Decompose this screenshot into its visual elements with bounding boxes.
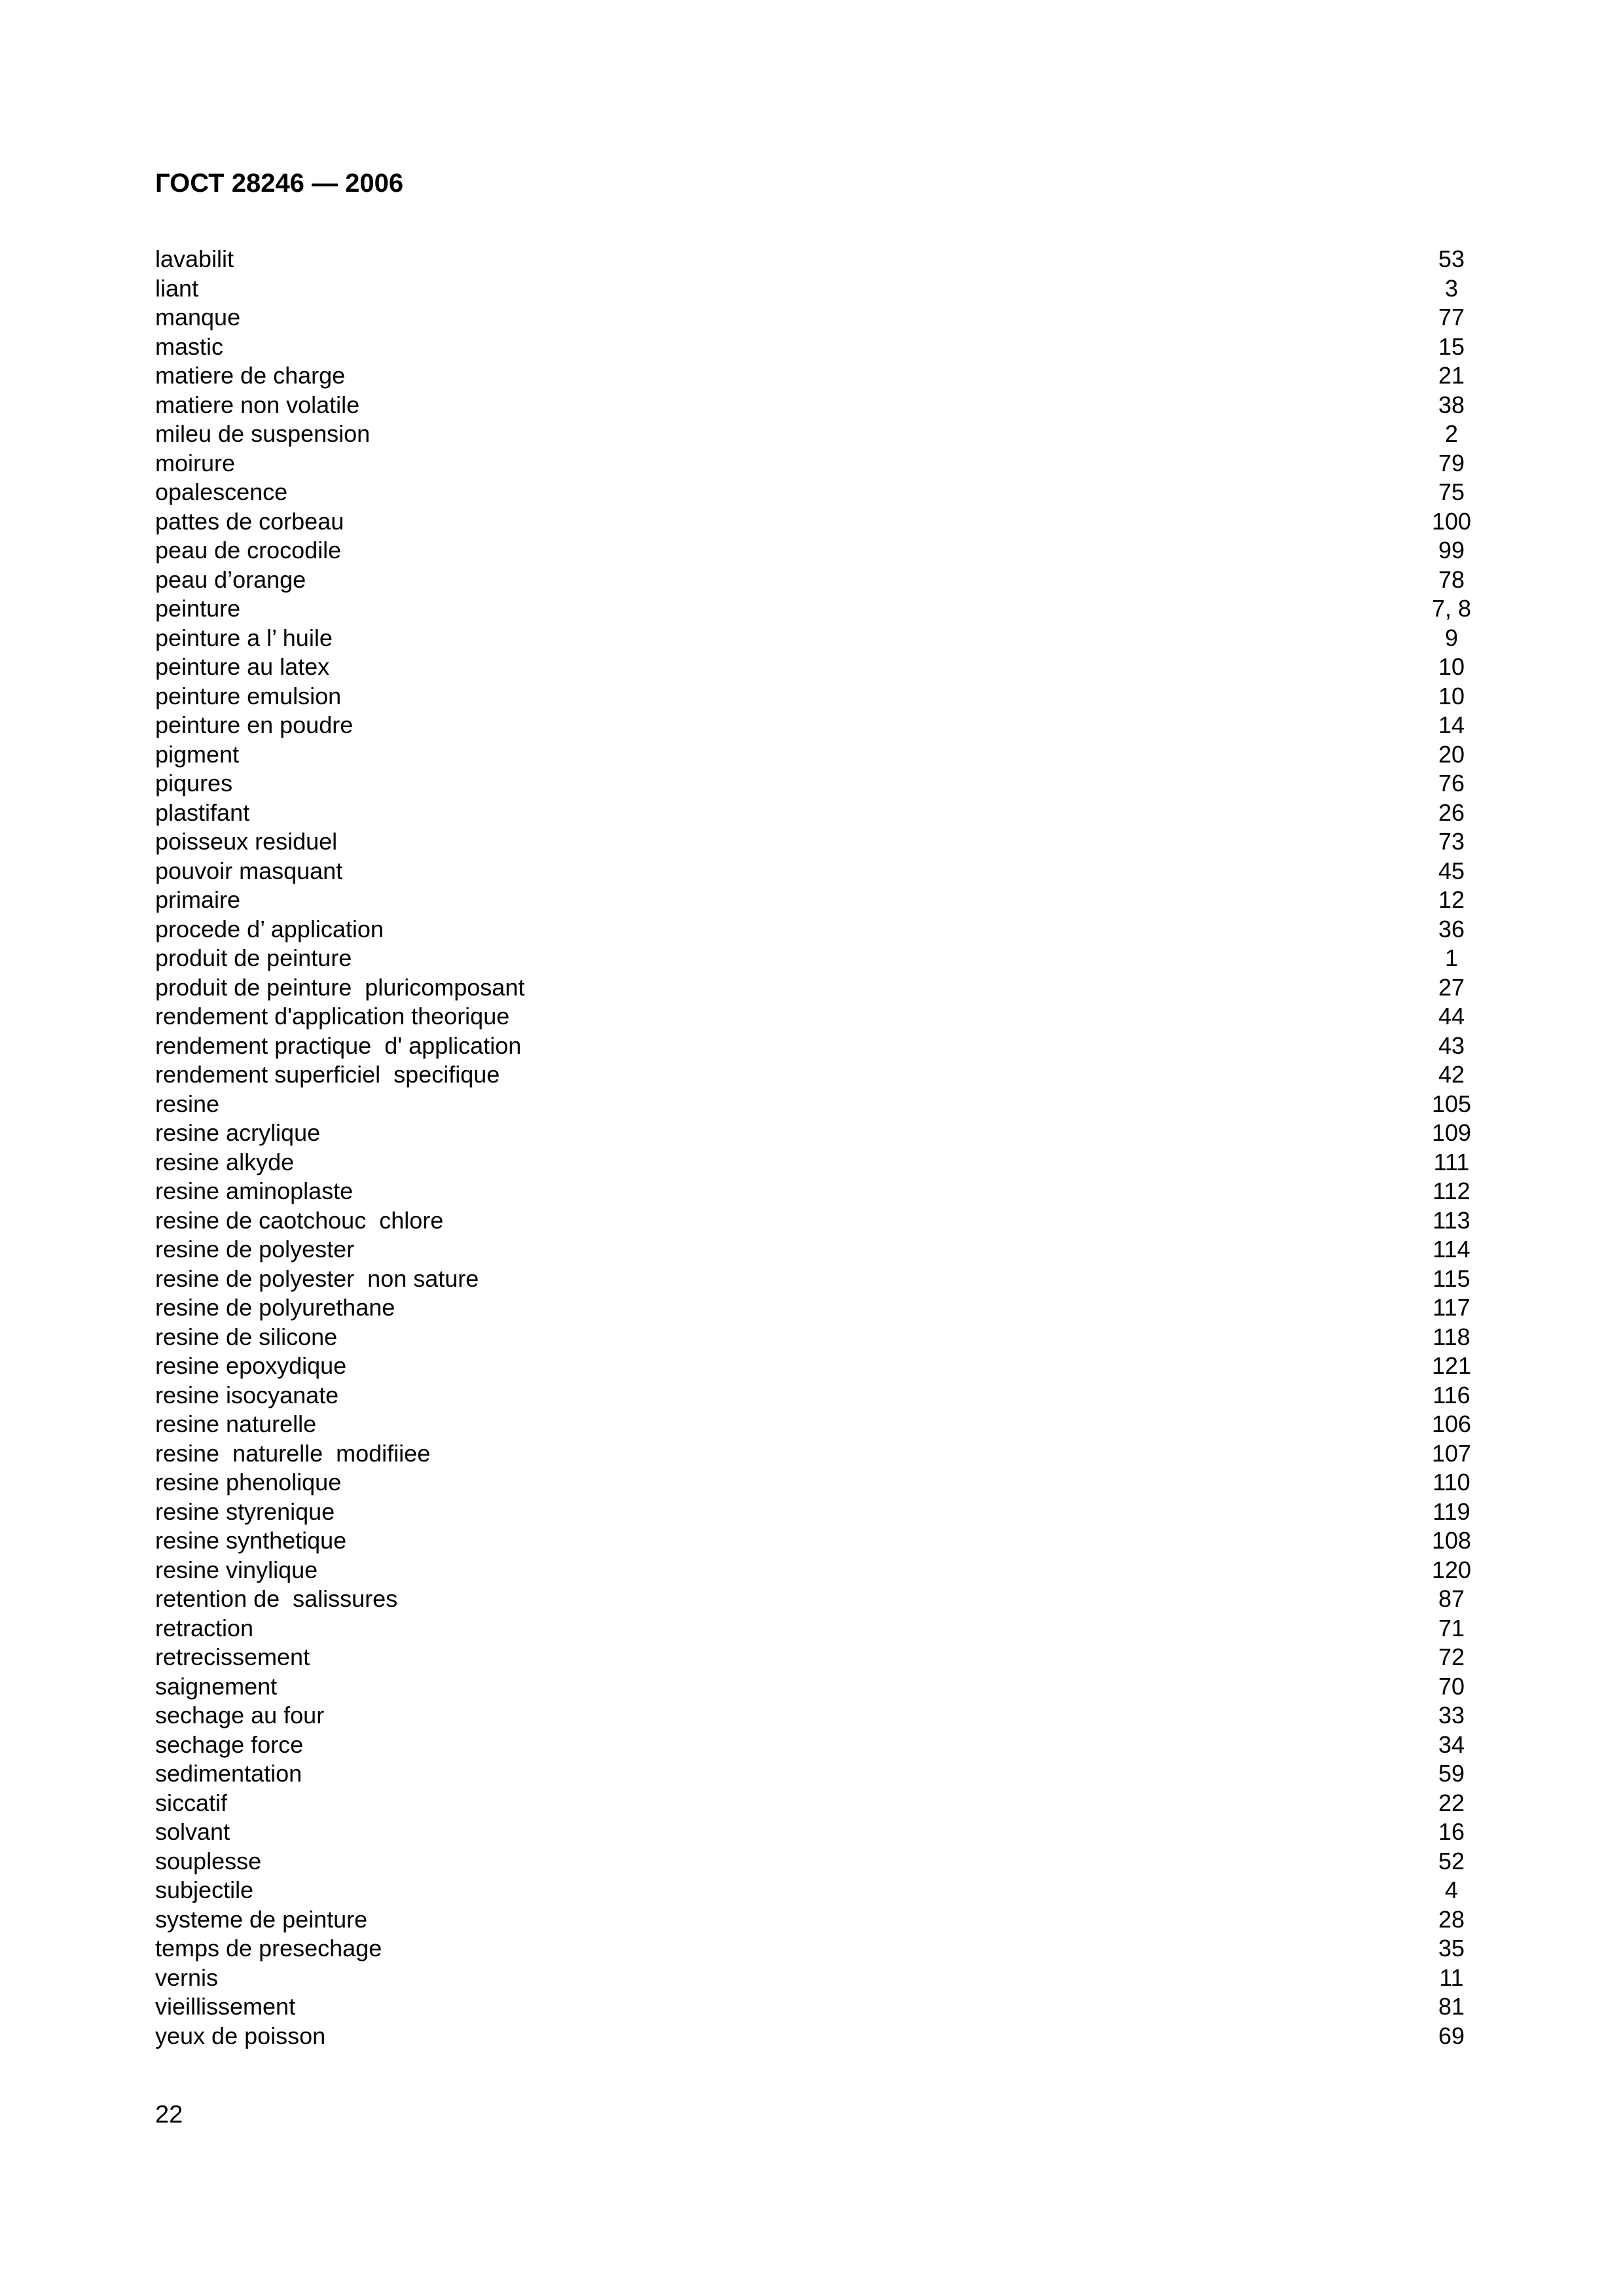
index-row — [155, 1759, 1465, 1789]
index-row — [155, 944, 1459, 973]
index-reference-number: 26 — [1438, 798, 1465, 826]
index-reference-number: 10 — [1438, 682, 1465, 709]
index-row — [155, 1992, 1465, 2022]
index-reference-number: 119 — [1432, 1498, 1470, 1525]
index-row — [155, 711, 1465, 740]
index-row — [155, 594, 1472, 624]
index-row — [155, 536, 1465, 565]
index-reference-number: 21 — [1438, 362, 1465, 389]
index-row — [155, 1585, 1465, 1614]
index-row — [155, 769, 1465, 798]
index-reference-number: 27 — [1438, 973, 1465, 1001]
index-term: resine aminoplaste — [155, 1177, 354, 1204]
index-term: resine de polyester — [155, 1236, 355, 1263]
index-term: saignement — [155, 1672, 278, 1700]
index-term: pattes de corbeau — [155, 507, 344, 535]
index-term: sechage au four — [155, 1702, 325, 1729]
index-row — [155, 857, 1465, 886]
index-row — [155, 1119, 1472, 1148]
index-term: resine naturelle modifiiee — [155, 1439, 431, 1467]
index-row — [155, 1439, 1472, 1469]
index-row — [155, 886, 1465, 915]
index-term: resine epoxydique — [155, 1352, 347, 1379]
index-row — [155, 624, 1459, 653]
index-row — [155, 1410, 1472, 1439]
index-row — [155, 682, 1465, 711]
index-row — [155, 1235, 1470, 1265]
index-reference-number: 33 — [1438, 1702, 1465, 1729]
index-row — [155, 653, 1465, 682]
index-row — [155, 740, 1465, 770]
index-term: mileu de suspension — [155, 420, 371, 447]
index-term: manque — [155, 304, 241, 331]
index-row — [155, 391, 1465, 420]
index-row — [155, 449, 1465, 478]
index-row — [155, 1905, 1465, 1935]
index-term: mastic — [155, 332, 224, 360]
index-reference-number: 77 — [1438, 304, 1465, 331]
index-term: retention de salissures — [155, 1585, 398, 1612]
index-row — [155, 1701, 1465, 1731]
index-reference-number: 1 — [1444, 944, 1459, 971]
index-reference-number: 78 — [1438, 565, 1465, 593]
index-row — [155, 361, 1465, 391]
index-row — [155, 1498, 1470, 1527]
index-reference-number: 111 — [1433, 1148, 1470, 1175]
index-row — [155, 1031, 1465, 1061]
index-reference-number: 75 — [1438, 478, 1465, 505]
index-row — [155, 1265, 1470, 1294]
index-reference-number: 43 — [1438, 1031, 1465, 1059]
index-row — [155, 1323, 1470, 1352]
index-term: rendement practique d' application — [155, 1031, 522, 1059]
index-reference-number: 52 — [1438, 1847, 1465, 1874]
index-term: yeux de poisson — [155, 2022, 326, 2049]
index-term: procede d’ application — [155, 915, 384, 942]
index-row — [155, 1556, 1472, 1585]
index-row — [155, 1672, 1465, 1702]
index-row — [155, 1847, 1465, 1876]
index-row — [155, 798, 1465, 828]
index-term: sedimentation — [155, 1760, 302, 1787]
index-term: lavabilit — [155, 245, 234, 272]
index-term: peinture au latex — [155, 653, 330, 680]
index-reference-number: 107 — [1431, 1439, 1472, 1467]
index-row — [155, 1964, 1464, 1993]
index-term: liant — [155, 274, 199, 302]
index-row — [155, 1060, 1465, 1090]
index-row — [155, 1206, 1470, 1236]
index-term: retrecissement — [155, 1643, 310, 1670]
index-reference-number: 105 — [1431, 1090, 1472, 1117]
index-reference-number: 10 — [1438, 653, 1465, 680]
alphabetical-index — [155, 245, 1472, 2051]
index-term: solvant — [155, 1818, 230, 1845]
index-row — [155, 1614, 1465, 1643]
index-reference-number: 70 — [1438, 1672, 1465, 1700]
index-reference-number: 100 — [1431, 507, 1472, 535]
index-reference-number: 22 — [1438, 1789, 1465, 1816]
index-term: matiere non volatile — [155, 391, 360, 418]
index-row — [155, 303, 1465, 332]
index-term: resine — [155, 1090, 220, 1117]
index-row — [155, 1876, 1459, 1905]
index-reference-number: 72 — [1438, 1643, 1465, 1670]
index-reference-number: 11 — [1439, 1964, 1464, 1991]
index-row — [155, 420, 1459, 449]
index-reference-number: 81 — [1438, 1993, 1465, 2020]
index-reference-number: 9 — [1444, 624, 1459, 651]
index-term: matiere de charge — [155, 362, 346, 389]
index-reference-number: 99 — [1438, 537, 1465, 564]
index-reference-number: 53 — [1438, 245, 1465, 272]
index-term: subjectile — [155, 1876, 254, 1903]
index-term: resine styrenique — [155, 1498, 335, 1525]
index-term: plastifant — [155, 798, 250, 826]
index-term: primaire — [155, 886, 241, 913]
index-term: retraction — [155, 1614, 254, 1641]
index-term: pouvoir masquant — [155, 857, 343, 884]
index-row — [155, 973, 1465, 1003]
index-reference-number: 2 — [1444, 420, 1459, 447]
index-reference-number: 73 — [1438, 828, 1465, 855]
index-term: peinture en poudre — [155, 711, 354, 738]
index-row — [155, 332, 1465, 362]
index-term: piqures — [155, 770, 233, 797]
index-term: resine de polyurethane — [155, 1294, 395, 1321]
index-row — [155, 1468, 1470, 1498]
index-row — [155, 245, 1465, 274]
index-reference-number: 76 — [1438, 770, 1465, 797]
index-row — [155, 1352, 1472, 1381]
index-row — [155, 915, 1465, 944]
index-reference-number: 113 — [1432, 1206, 1470, 1234]
index-term: peau de crocodile — [155, 537, 342, 564]
index-reference-number: 45 — [1438, 857, 1465, 884]
index-term: moirure — [155, 449, 236, 476]
index-row — [155, 1090, 1472, 1119]
index-reference-number: 4 — [1444, 1876, 1459, 1903]
page-number: 22 — [155, 2101, 183, 2128]
index-reference-number: 112 — [1432, 1177, 1470, 1204]
index-row — [155, 827, 1465, 857]
index-reference-number: 44 — [1438, 1003, 1465, 1030]
index-row — [155, 507, 1472, 537]
index-row — [155, 1643, 1465, 1672]
index-reference-number: 118 — [1432, 1323, 1470, 1350]
index-term: produit de peinture — [155, 944, 352, 971]
index-term: resine phenolique — [155, 1469, 342, 1496]
index-reference-number: 115 — [1432, 1265, 1470, 1292]
index-reference-number: 109 — [1431, 1119, 1472, 1146]
index-reference-number: 106 — [1431, 1410, 1472, 1437]
index-term: peinture emulsion — [155, 682, 342, 709]
index-reference-number: 69 — [1438, 2022, 1465, 2049]
index-term: temps de presechage — [155, 1935, 382, 1962]
index-term: resine isocyanate — [155, 1381, 339, 1408]
index-row — [155, 274, 1459, 304]
index-reference-number: 87 — [1438, 1585, 1465, 1612]
index-reference-number: 116 — [1432, 1381, 1470, 1408]
document-header: ГОСТ 28246 — 2006 — [155, 169, 404, 198]
index-row — [155, 1818, 1465, 1847]
index-row — [155, 565, 1465, 595]
index-row — [155, 2022, 1465, 2051]
index-reference-number: 108 — [1431, 1527, 1472, 1554]
index-term: produit de peinture pluricomposant — [155, 973, 525, 1001]
index-reference-number: 114 — [1432, 1236, 1470, 1263]
index-reference-number: 38 — [1438, 391, 1465, 418]
index-term: resine de polyester non sature — [155, 1265, 479, 1292]
index-reference-number: 34 — [1438, 1731, 1465, 1758]
index-row — [155, 1293, 1470, 1323]
index-reference-number: 59 — [1438, 1760, 1465, 1787]
index-term: resine alkyde — [155, 1148, 295, 1175]
index-reference-number: 121 — [1431, 1352, 1472, 1379]
index-reference-number: 16 — [1438, 1818, 1465, 1845]
index-reference-number: 71 — [1438, 1614, 1465, 1641]
index-reference-number: 79 — [1438, 449, 1465, 476]
index-row — [155, 1381, 1470, 1410]
index-reference-number: 14 — [1438, 711, 1465, 738]
index-reference-number: 42 — [1438, 1061, 1465, 1088]
index-term: resine de silicone — [155, 1323, 338, 1350]
index-reference-number: 35 — [1438, 1935, 1465, 1962]
index-row — [155, 1934, 1465, 1964]
index-term: peinture — [155, 595, 241, 622]
index-term: rendement d'application theorique — [155, 1003, 510, 1030]
index-term: resine vinylique — [155, 1556, 318, 1583]
index-reference-number: 7, 8 — [1431, 595, 1472, 622]
index-row — [155, 1526, 1472, 1556]
index-reference-number: 15 — [1438, 332, 1465, 360]
index-term: resine de caotchouc chlore — [155, 1206, 444, 1234]
index-term: peinture a l’ huile — [155, 624, 333, 651]
index-reference-number: 28 — [1438, 1905, 1465, 1933]
index-reference-number: 12 — [1438, 886, 1465, 913]
index-term: vieillissement — [155, 1993, 296, 2020]
index-reference-number: 110 — [1432, 1469, 1470, 1496]
index-row — [155, 1148, 1470, 1177]
index-term: opalescence — [155, 478, 288, 505]
index-row — [155, 1789, 1465, 1818]
index-reference-number: 3 — [1444, 274, 1459, 302]
index-row — [155, 1177, 1470, 1206]
index-term: resine naturelle — [155, 1410, 317, 1437]
index-reference-number: 36 — [1438, 915, 1465, 942]
index-term: pigment — [155, 740, 240, 768]
index-term: poisseux residuel — [155, 828, 338, 855]
index-row — [155, 1731, 1465, 1760]
index-row — [155, 478, 1465, 507]
index-term: resine acrylique — [155, 1119, 321, 1146]
index-term: resine synthetique — [155, 1527, 347, 1554]
index-term: siccatif — [155, 1789, 228, 1816]
index-reference-number: 120 — [1431, 1556, 1472, 1583]
index-reference-number: 117 — [1432, 1294, 1470, 1321]
index-term: souplesse — [155, 1847, 262, 1874]
index-term: sechage force — [155, 1731, 304, 1758]
index-term: rendement superficiel specifique — [155, 1061, 500, 1088]
index-term: systeme de peinture — [155, 1905, 368, 1933]
index-term: vernis — [155, 1964, 219, 1991]
index-row — [155, 1002, 1465, 1031]
index-term: peau d’orange — [155, 565, 306, 593]
index-reference-number: 20 — [1438, 740, 1465, 768]
